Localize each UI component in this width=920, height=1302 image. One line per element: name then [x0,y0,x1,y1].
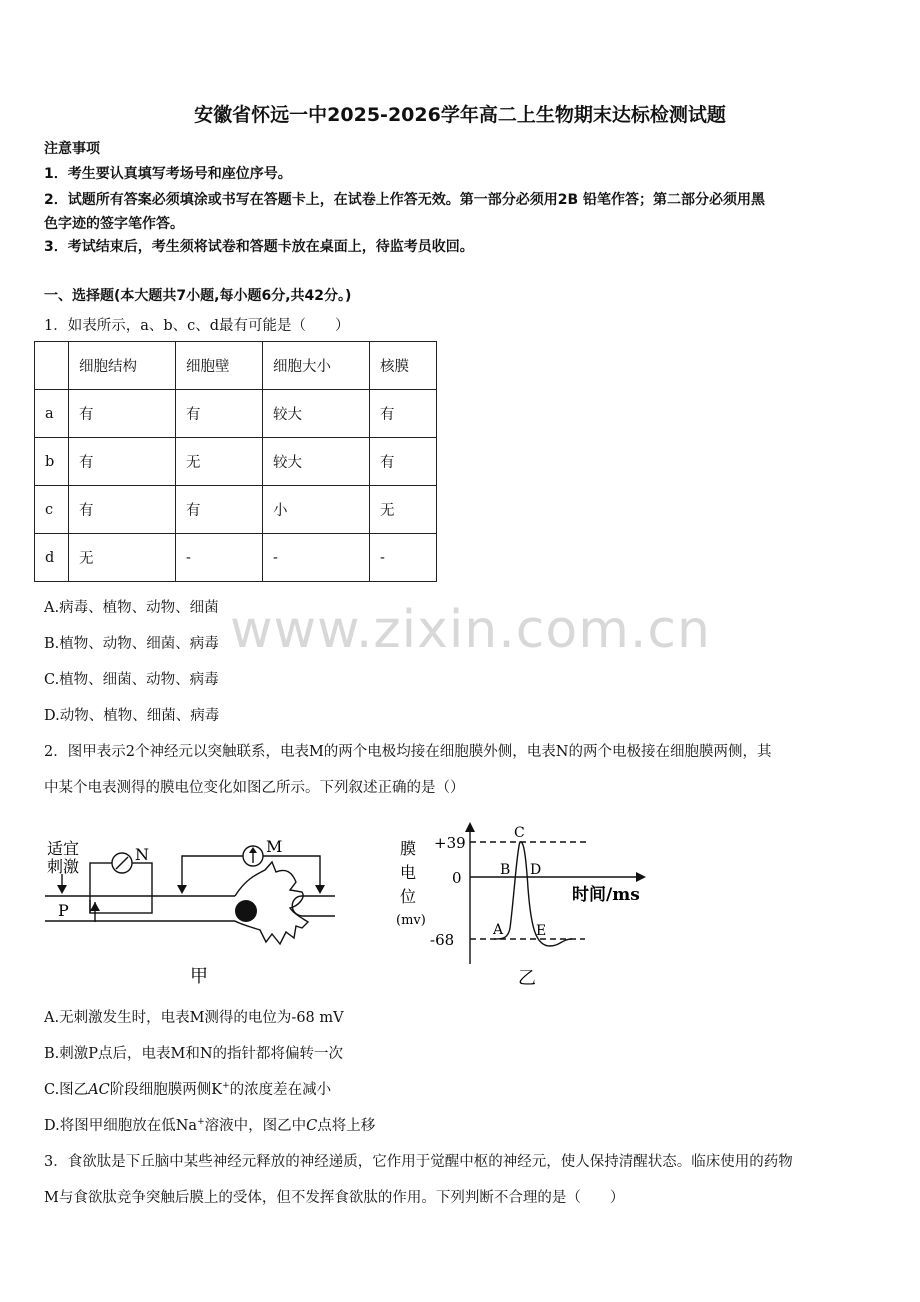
point-p-label: P [58,901,69,920]
q1-option-c: C.植物、细菌、动物、病毒 [44,672,219,688]
table-cell: 有 [69,486,176,534]
table-cell: b [35,438,69,486]
meter-n-label: N [135,845,149,864]
table-cell: 有 [370,390,437,438]
y-axis-label: 膜 [400,839,417,858]
table-cell: 较大 [263,438,370,486]
stimulus-label: 适宜 [47,839,80,858]
question-2-stem-line1: 2．图甲表示2个神经元以突触联系，电表M的两个电极均接在细胞膜外侧，电表N的两个电极接在细胞膜两侧，其 [44,744,772,760]
meter-m-label: M [266,837,283,856]
neuron-synapse-diagram [40,830,350,990]
table-row [35,486,437,534]
question-3-stem-line2: M与食欲肽竞争突触后膜上的受体，但不发挥食欲肽的作用。下列判断不合理的是（ ） [44,1190,625,1206]
table-header-cell: 核膜 [370,342,437,390]
table-header-cell: 细胞大小 [263,342,370,390]
table-cell: 无 [370,486,437,534]
x-axis-label: 时间/ms [572,885,640,905]
y-tick-label: 0 [452,869,462,887]
y-axis-label: 电 [400,863,417,882]
point-label: D [530,862,542,878]
superscript: + [222,1081,230,1092]
table-row [35,390,437,438]
figure-caption-jia: 甲 [190,966,208,987]
page-title: 安徽省怀远一中2025-2026学年高二上生物期末达标检测试题 [194,104,726,126]
table-row [35,534,437,582]
table-cell: - [263,534,370,582]
question-2-stem-line2: 中某个电表测得的膜电位变化如图乙所示。下列叙述正确的是（） [44,780,465,796]
table-cell: 无 [176,438,263,486]
table-cell: a [35,390,69,438]
option-text: 阶段细胞膜两侧K [109,1082,223,1098]
table-cell: - [176,534,263,582]
notice-item: 2．试题所有答案必须填涂或书写在答题卡上，在试卷上作答无效。第一部分必须用2B 铅笔作答；第二部分必须用黑 [44,192,766,208]
stimulus-label: 刺激 [47,857,80,876]
point-label: B [500,862,511,878]
table-cell [35,342,69,390]
point-label: C [514,825,525,841]
table-cell: - [370,534,437,582]
table-cell: 有 [176,486,263,534]
question-1-stem: 1．如表所示，a、b、c、d最有可能是（ ） [44,318,350,334]
option-italic: C [306,1118,318,1134]
option-text: 的浓度差在减小 [229,1082,332,1098]
table-cell: 小 [263,486,370,534]
section-heading: 一、选择题(本大题共7小题,每小题6分,共42分。) [44,288,352,304]
y-axis-unit: (mv) [396,913,426,928]
point-label: E [536,923,547,939]
table-cell: 有 [176,390,263,438]
option-text: 点将上移 [317,1118,376,1134]
table-cell: c [35,486,69,534]
cell-comparison-table [34,341,437,582]
q1-option-a: A.病毒、植物、动物、细菌 [44,600,219,616]
point-label: A [493,922,504,938]
notice-item: 1．考生要认真填写考场号和座位序号。 [44,166,292,182]
table-header-cell: 细胞壁 [176,342,263,390]
superscript: + [197,1117,205,1128]
table-header-row [35,342,437,390]
q2-option-a: A.无刺激发生时，电表M测得的电位为-68 mV [44,1010,344,1026]
question-3-stem-line1: 3．食欲肽是下丘脑中某些神经元释放的神经递质，它作用于觉醒中枢的神经元，使人保持清醒状态。临床使用的药物 [44,1154,793,1170]
q2-option-c [44,1078,331,1099]
q1-option-d: D.动物、植物、细菌、病毒 [44,708,220,724]
membrane-potential-graph [390,818,650,990]
option-text: D.将图甲细胞放在低Na [44,1118,198,1134]
nucleus [235,900,257,922]
table-cell: d [35,534,69,582]
table-cell: 有 [69,438,176,486]
table-header-cell: 细胞结构 [69,342,176,390]
notice-item: 色字迹的签字笔作答。 [44,216,184,232]
q2-option-b: B.刺激P点后，电表M和N的指针都将偏转一次 [44,1046,344,1062]
table-cell: 有 [370,438,437,486]
q2-option-d [44,1114,375,1135]
notice-item: 3．考试结束后，考生须将试卷和答题卡放在桌面上，待监考员收回。 [44,239,474,255]
figure-caption-yi: 乙 [518,968,536,989]
watermark: www.zixin.com.cn [230,600,711,660]
y-tick-label: +39 [434,834,466,852]
q1-option-b: B.植物、动物、细菌、病毒 [44,636,219,652]
notice-heading: 注意事项 [44,141,100,157]
option-text: 溶液中，图乙中 [204,1118,307,1134]
y-tick-label: -68 [430,931,455,949]
action-potential-curve [494,842,572,946]
option-italic: AC [88,1082,110,1098]
table-row [35,438,437,486]
table-cell: 有 [69,390,176,438]
table-cell: 无 [69,534,176,582]
table-cell: 较大 [263,390,370,438]
option-text: C.图乙 [44,1082,89,1098]
y-axis-label: 位 [400,887,417,906]
